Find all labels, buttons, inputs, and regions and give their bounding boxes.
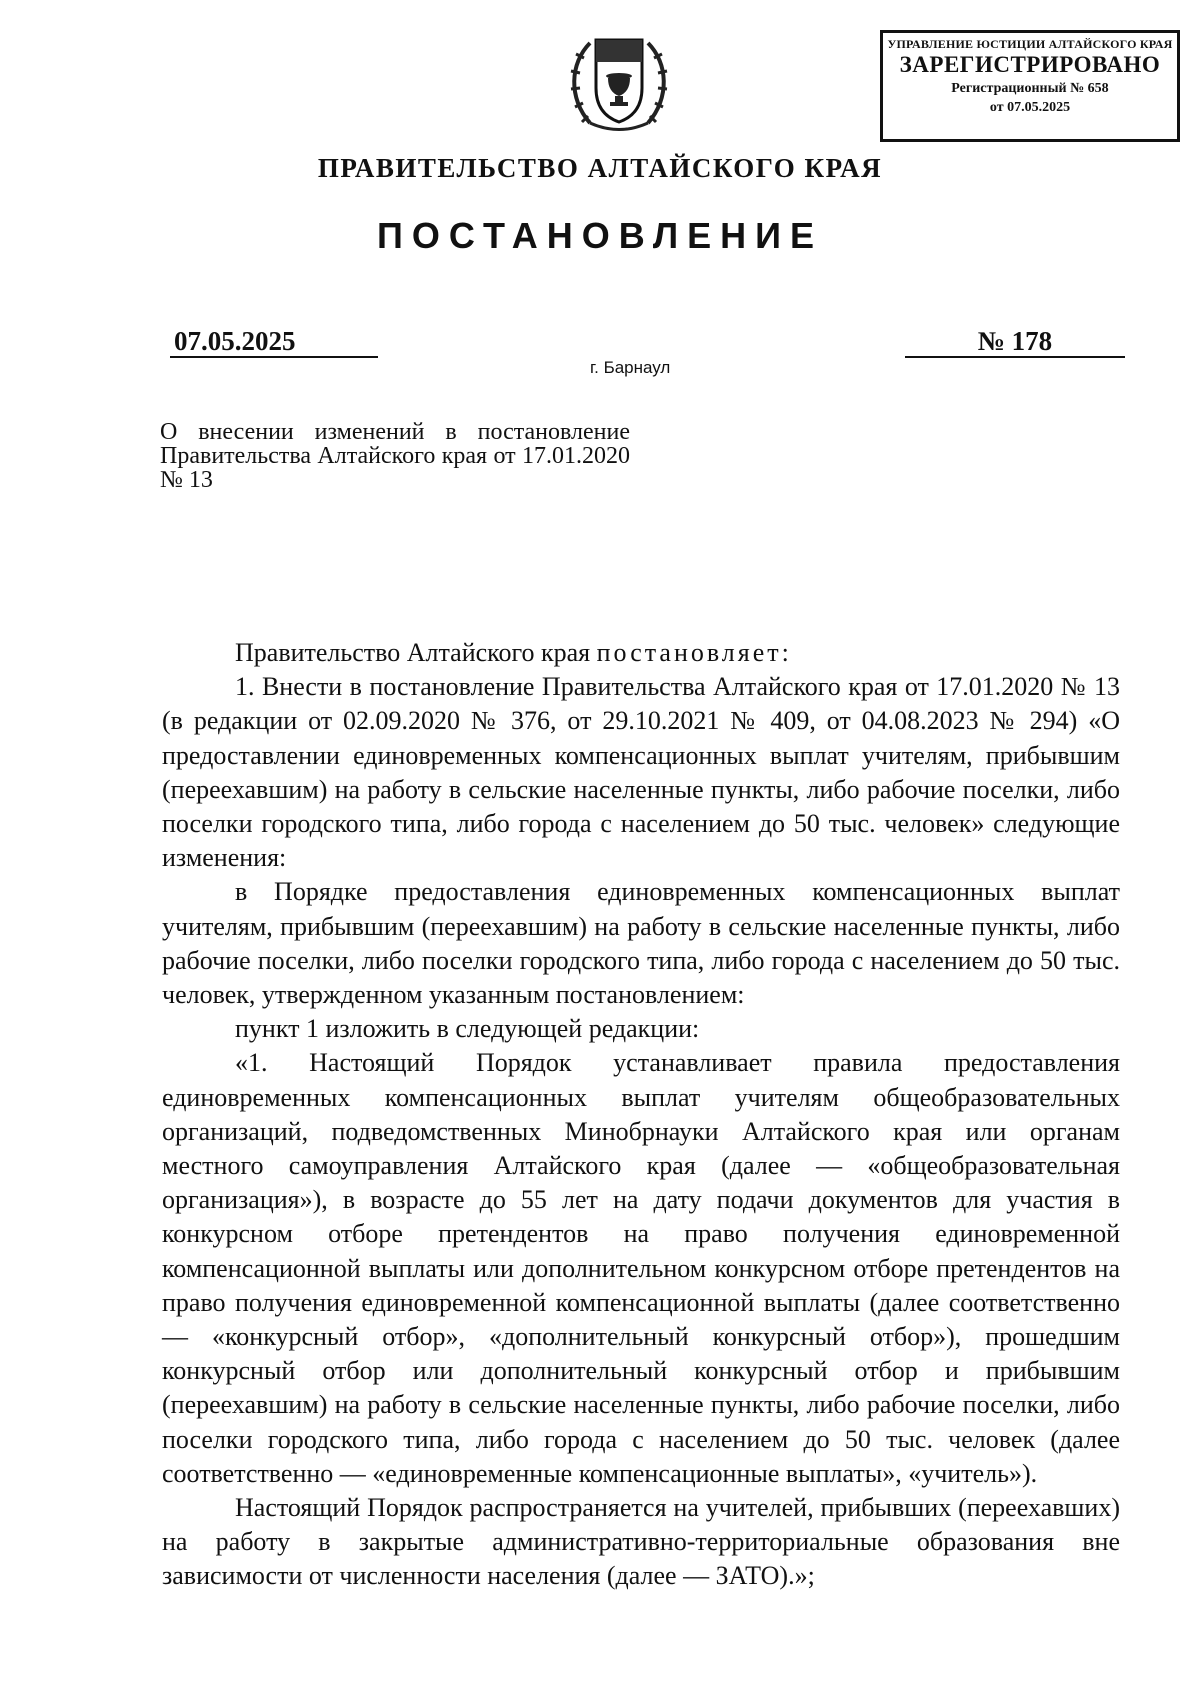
paragraph-5: Настоящий Порядок распространяется на учителей, прибывших (переехавших) на работу в закрытые административно-территориальные образования вне зависимости от численности населения (далее — ЗАТО).»;	[162, 1493, 1120, 1591]
document-type: ПОСТАНОВЛЕНИЕ	[377, 215, 823, 256]
paragraph-3: пункт 1 изложить в следующей редакции:	[235, 1014, 700, 1044]
document-city: г. Барнаул	[590, 358, 671, 377]
document-subject: О внесении изменений в постановление Правительства Алтайского края от 17.01.2020 № 13	[160, 419, 630, 493]
intro-paragraph	[162, 636, 1120, 670]
stamp-reg-date: от 07.05.2025	[989, 100, 1071, 115]
paragraph-4: «1. Настоящий Порядок устанавливает правила предоставления единовременных компенсационных выплат учителям общеобразовательных организаций, подведомственных Минобрнауки Алтайского края или органам местного самоуправления Алтайского края (далее — «общеобразовательная организация»), в возрасте до 55 лет на дату подачи документов для участия в конкурсном отборе претендентов на право получения единовременной компенсационной выплаты или дополнительном конкурсном отборе претендентов на право получения единовременной компенсационной выплаты (далее соответственно — «конкурсный отбор», «дополнительный конкурсный отбор»), прошедшим конкурсный отбор или дополнительный конкурсный отбор и прибывшим (переехавшим) на работу в сельские населенные пункты, либо рабочие поселки, либо поселки городского типа, либо города с населением до 50 тыс. человек (далее соответственно — «единовременные компенсационные выплаты», «учитель»).	[162, 1048, 1120, 1488]
stamp-reg-number: Регистрационный № 658	[951, 81, 1109, 96]
registration-stamp	[880, 30, 1180, 142]
paragraph-1: 1. Внести в постановление Правительства Алтайского края от 17.01.2020 № 13 (в редакции от 02.09.2020 № 376, от 29.10.2021 № 409, от 04.08.2023 № 294) «О предоставлении единовременных компенсационных выплат учителям, прибывшим (переехавшим) на работу в сельские населенные пункты, либо рабочие поселки, либо поселки городского типа, либо города с населением до 50 тыс. человек» следующие изменения:	[162, 672, 1120, 873]
document-number: № 178	[905, 326, 1125, 358]
intro-verb: постановляет:	[596, 638, 792, 667]
government-title: ПРАВИТЕЛЬСТВО АЛТАЙСКОГО КРАЯ	[317, 153, 883, 183]
coat-of-arms-icon	[560, 18, 678, 136]
document-date: 07.05.2025	[170, 326, 378, 358]
paragraph-2: в Порядке предоставления единовременных компенсационных выплат учителям, прибывшим (переехавшим) на работу в сельские населенные пункты, либо рабочие поселки, либо поселки городского типа, либо города с населением до 50 тыс. человек, утвержденном указанным постановлением:	[162, 877, 1120, 1010]
stamp-status: ЗАРЕГИСТРИРОВАНО	[899, 52, 1161, 77]
document-body	[162, 636, 1120, 1594]
stamp-organization: УПРАВЛЕНИЕ ЮСТИЦИИ АЛТАЙСКОГО КРАЯ	[887, 37, 1173, 51]
intro-lead: Правительство Алтайского края	[235, 638, 597, 667]
